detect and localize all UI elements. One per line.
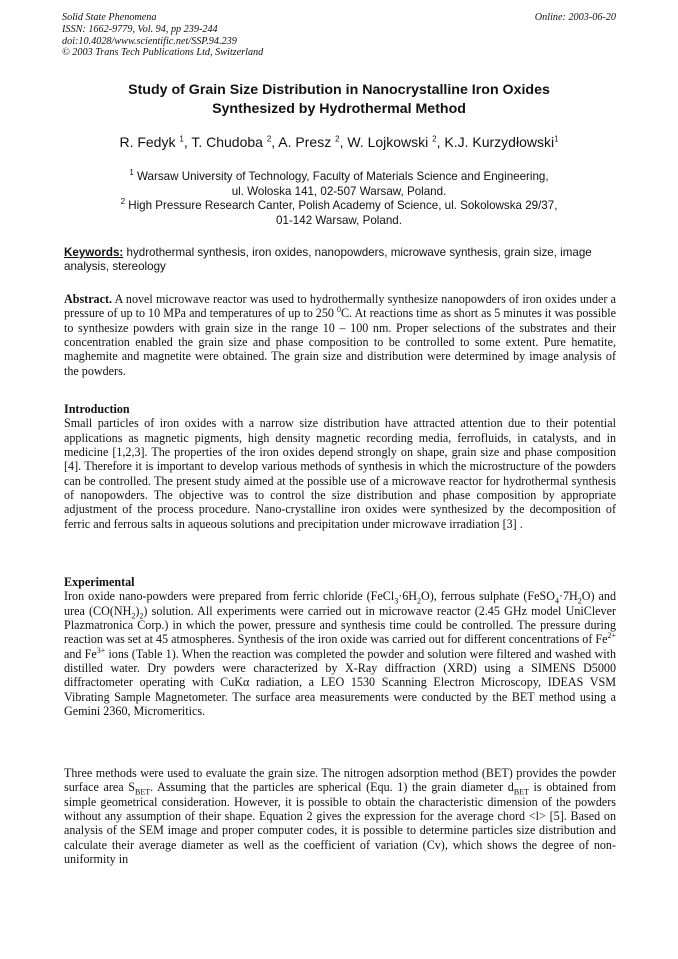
author-affil-mark: 1 <box>554 134 559 144</box>
text-run: ) <box>135 603 140 618</box>
affil-mark: 1 <box>129 168 134 178</box>
keywords-label: Keywords: <box>64 246 124 259</box>
experimental-text <box>64 589 616 718</box>
section-heading: Introduction <box>64 402 130 416</box>
affiliation-2-address: 01-142 Warsaw, Poland. <box>276 213 402 227</box>
introduction-text: Small particles of iron oxides with a narrow size distribution have attracted attention due to their potential applications as magnetic pigments, high density magnetic recording media, ferrofluids, in catalysts, and in medicine [1,2,3]. The properties of the iron oxides depend strongly on shape, grain size and phase composition [4]. Therefore it is important to develop various methods of synthesis in which the microstructure of the powders can be controlled. The present study aimed at the possible use of a microwave reactor for hydrothermal synthesis of nanopowders. The objective was to control the size distribution and phase composition by appropriate adjustment of the process procedure. Nano-crystalline iron oxides were synthesized by the decomposition of ferric and ferrous salts in aqueous solutions and precipitation under microwave irradiation [3] . <box>64 416 616 531</box>
author-affil-mark: 1 <box>179 134 184 144</box>
affil-text: High Pressure Research Canter, Polish Academy of Science, ul. Sokolowska 29/37, <box>125 199 558 213</box>
affiliations <box>40 170 638 228</box>
online-date: Online: 2003-06-20 <box>534 12 616 23</box>
text-run: Three methods were used to evaluate the grain size. The nitrogen adsorption method (BET) provides the powder surface area S <box>64 766 616 795</box>
text-run: ions (Table 1). When the reaction was completed the powder and solution were filtered and washed with distilled water. Dry powders were characterized by X-Ray diffraction (XRD) using a SIMENS D5000 diffractometer operating with CuKα radiation, a LEO 1530 Scanning Electron Microscopy, IDEAS VSM Vibrating Sample Magnetometer. The surface area measurements were conducted by the BET method using a Gemini 2360, Micromeritics. <box>64 646 616 719</box>
affil-mark: 2 <box>120 197 126 207</box>
subscript: BET <box>513 787 529 797</box>
subscript: 2 <box>131 611 136 621</box>
text-run: O), ferrous sulphate (FeSO <box>421 589 555 604</box>
abstract-label: Abstract. <box>64 292 113 306</box>
subscript: 4 <box>554 596 559 606</box>
methods-paragraph <box>64 766 616 866</box>
superscript: 3+ <box>96 645 106 655</box>
doi: doi:10.4028/www.scientific.net/SSP.94.239 <box>62 35 237 47</box>
subscript: 2 <box>139 611 144 621</box>
abstract-text: A novel microwave reactor was used to hydrothermally synthesize nanopowders of iron oxides under a pressure of up to 10 MPa and temperatures of up to 250 <box>64 292 616 321</box>
title-line-1: Study of Grain Size Distribution in Nanocrystalline Iron Oxides <box>128 82 550 98</box>
subscript: 2 <box>577 596 582 606</box>
journal-header <box>62 12 263 59</box>
title-line-2: Synthesized by Hydrothermal Method <box>212 101 466 117</box>
text-run: ·6H <box>398 589 418 604</box>
affiliation-1-address: ul. Woloska 141, 02-507 Warsaw, Poland. <box>231 184 447 198</box>
text-run: . Assuming that the particles are spherical (Equ. 1) the grain diameter d <box>150 780 514 795</box>
section-heading: Experimental <box>64 575 135 589</box>
author-affil-mark: 2 <box>432 134 437 144</box>
issn: ISSN: 1662-9779, Vol. 94, pp 239-244 <box>62 23 218 35</box>
author-name: , W. Lojkowski <box>339 134 433 150</box>
text-run: and Fe <box>64 646 97 661</box>
author-affil-mark: 2 <box>335 134 340 144</box>
superscript: 2+ <box>607 631 617 641</box>
subscript: 3 <box>394 596 399 606</box>
author-affil-mark: 2 <box>266 134 272 144</box>
affiliation-2 <box>40 199 638 214</box>
degree-mark: 0 <box>336 305 341 315</box>
experimental-section <box>64 575 616 718</box>
author-name: , A. Presz <box>271 134 336 150</box>
text-run: is obtained from simple geometrical consideration. However, it is possible to obtain the characteristic dimension of the powders without any assumption of their shape. Equation 2 gives the expression for the average chord <l> [5]. Based on analysis of the SEM image and proper computer codes, it is possible to determine particles size distribution and calculate their average diameter as well as the coefficient of variation (Cv), which shows the degree of non-uniformity in <box>64 780 616 867</box>
author-name: , K.J. Kurzydłowski <box>436 134 555 150</box>
abstract-text: C. At reactions time as short as 5 minutes it was possible to synthesize powders with grain size in the range 10 – 100 nm. Proper selections of the substrates and their concentration enabled the grain size and phase composition to be controlled to some extent. Pure hematite, maghemite and magnetite were obtained. The grain size and distribution were determined by image analysis of the powders. <box>64 306 616 378</box>
abstract <box>64 292 616 378</box>
keywords <box>64 246 616 275</box>
author-name: R. Fedyk <box>119 134 180 150</box>
keywords-text: hydrothermal synthesis, iron oxides, nanopowders, microwave synthesis, grain size, image analysis, stereology <box>64 246 592 274</box>
journal-name: Solid State Phenomena <box>62 12 157 23</box>
copyright: © 2003 Trans Tech Publications Ltd, Switzerland <box>62 47 264 59</box>
text-run: O) and urea (CO(NH <box>64 589 616 618</box>
subscript: 2 <box>417 596 422 606</box>
subscript: BET <box>135 787 151 797</box>
author-list <box>40 133 638 151</box>
paper-title <box>40 81 638 119</box>
text-run: ·7H <box>558 589 578 604</box>
affil-text: Warsaw University of Technology, Faculty of Materials Science and Engineering, <box>133 170 549 183</box>
methods-text <box>64 766 616 866</box>
introduction-section <box>64 402 616 531</box>
text-run: Iron oxide nano-powders were prepared from ferric chloride (FeCl <box>64 589 395 604</box>
author-name: , T. Chudoba <box>183 134 267 150</box>
text-run: ) solution. All experiments were carried out in microwave reactor (2.45 GHz model UniClever Plazmatronica Corp.) in which the power, pressure and synthesis time could be controlled. The pressure during reaction was set at 45 atmospheres. Synthesis of the iron oxide was carried out for different concentrations of Fe <box>64 603 616 647</box>
affiliation-1 <box>40 170 638 185</box>
